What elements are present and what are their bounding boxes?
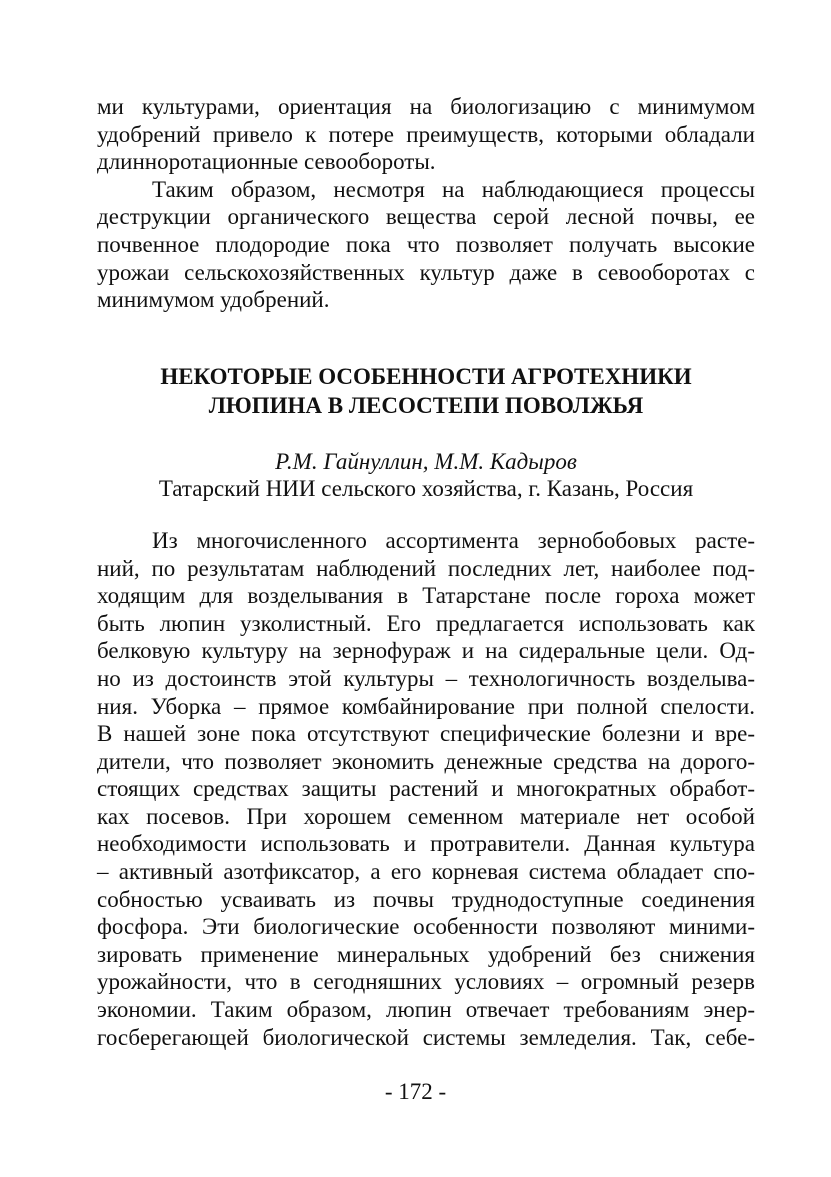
text-line: белковую культуру на зернофураж и на сидеральные цели. Од-: [97, 638, 755, 664]
text-line: удобрений привело к потере преимуществ, которыми обладали: [97, 121, 755, 147]
text-line: ходящим для возделывания в Татарстане после гороха может: [97, 583, 755, 609]
article-body: [97, 527, 755, 1051]
continuation-paragraph-1: [97, 93, 755, 176]
text-line: ния. Уборка – прямое комбайнирование при полной спелости.: [97, 693, 755, 719]
text-line: – активный азотфиксатор, а его корневая система обладает спо-: [97, 859, 755, 885]
text-line: госберегающей биологической системы земледелия. Так, себе-: [97, 1024, 755, 1050]
text-line: урожайности, что в сегодняшних условиях – огромный резерв: [97, 969, 755, 995]
continuation-paragraph-2: [97, 176, 755, 314]
text-line: стоящих средствах защиты растений и многократных обработ-: [97, 776, 755, 802]
page-number: - 172 -: [384, 1079, 447, 1104]
text-line: почвенное плодородие пока что позволяет получать высокие: [97, 231, 755, 257]
text-line: но из достоинств этой культуры – технологичность возделыва-: [97, 665, 755, 691]
text-line: фосфора. Эти биологические особенности позволяют миними-: [97, 914, 755, 940]
text-line: ми культурами, ориентация на биологизацию с минимумом: [97, 94, 755, 119]
title-line: НЕКОТОРЫЕ ОСОБЕННОСТИ АГРОТЕХНИКИ: [160, 363, 692, 389]
text-line: длиннoротационные севообороты.: [97, 149, 436, 175]
text-line: экономии. Таким образом, люпин отвечает требованиям энер-: [97, 997, 755, 1023]
title-line: ЛЮПИНА В ЛЕСОСТЕПИ ПОВОЛЖЬЯ: [208, 392, 644, 418]
text-line: Таким образом, несмотря на наблюдающиеся процессы: [152, 176, 755, 202]
text-line: В нашей зоне пока отсутствуют специфические болезни и вре-: [97, 721, 755, 747]
text-line: необходимости использовать и протравители. Данная культура: [97, 831, 755, 857]
page-content: [97, 93, 755, 1051]
text-line: деструкции органического вещества серой лесной почвы, ее: [97, 204, 755, 230]
text-line: быть люпин узколистный. Его предлагается использовать как: [97, 610, 755, 636]
article-affiliation: Татарский НИИ сельского хозяйства, г. Казань, Россия: [158, 476, 694, 502]
text-line: урожаи сельскохозяйственных культур даже в севооборотах с: [97, 259, 755, 285]
text-line: ний, по результатам наблюдений последних лет, наиболее под-: [97, 555, 755, 581]
text-line: Из многочисленного ассортимента зернобобовых расте-: [152, 527, 755, 553]
article-authors: Р.М. Гайнуллин, М.М. Кадыров: [275, 448, 577, 474]
text-line: собностью усваивать из почвы труднодоступные соединения: [97, 886, 755, 912]
text-line: ках посевов. При хорошем семенном материале нет особой: [97, 803, 755, 829]
text-line: дители, что позволяет экономить денежные средства на дорого-: [97, 748, 755, 774]
text-line: минимумом удобрений.: [97, 287, 330, 313]
article-title: [97, 362, 755, 420]
text-line: зировать применение минеральных удобрений без снижения: [97, 941, 755, 967]
